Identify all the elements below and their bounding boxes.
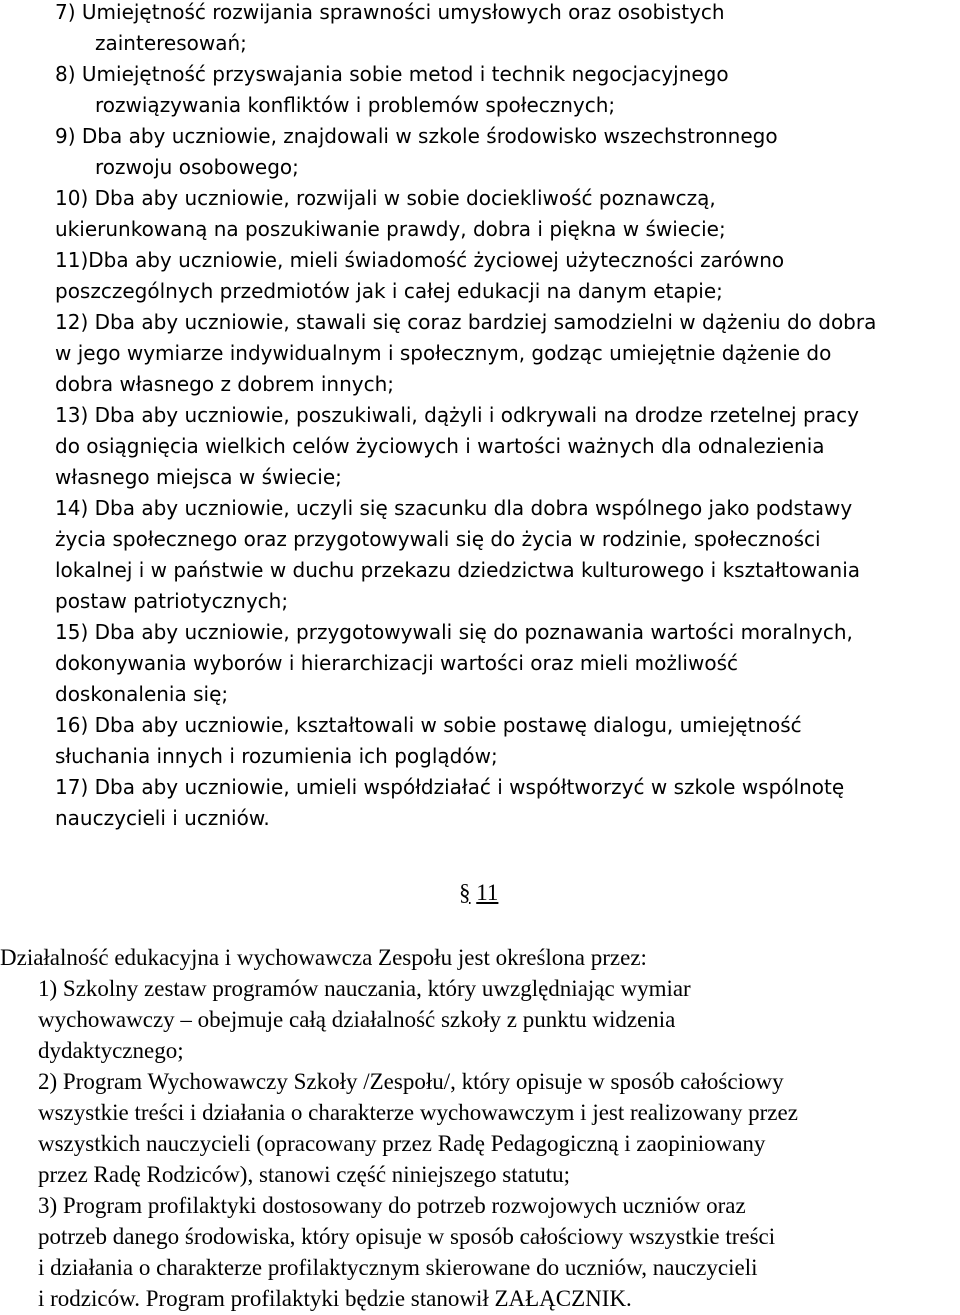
section-mark: § [459, 880, 471, 905]
list-item [0, 307, 958, 400]
lower-list [0, 973, 958, 1314]
list-item [0, 1066, 958, 1190]
item-line: przez Radę Rodziców), stanowi część niniejszego statutu; [38, 1162, 571, 1187]
list-item [0, 710, 958, 772]
item-line: do osiągnięcia wielkich celów życiowych i wartości ważnych dla odnalezienia [55, 434, 825, 458]
item-line: potrzeb danego środowiska, który opisuje w sposób całościowy wszystkie treści [38, 1224, 776, 1249]
section-number: 11 [476, 880, 499, 905]
list-item [0, 245, 958, 307]
item-line: doskonalenia się; [55, 682, 229, 706]
list-item [0, 973, 958, 1066]
item-line: 7) Umiejętność rozwijania sprawności umysłowych oraz osobistych [55, 0, 725, 24]
item-line: i rodziców. Program profilaktyki będzie stanowił ZAŁĄCZNIK. [38, 1286, 632, 1311]
item-line: 9) Dba aby uczniowie, znajdowali w szkole środowisko wszechstronnego [55, 124, 778, 148]
list-item [0, 121, 958, 183]
item-line: lokalnej i w państwie w duchu przekazu dziedzictwa kulturowego i kształtowania [55, 558, 861, 582]
item-line: 8) Umiejętność przyswajania sobie metod i technik negocjacyjnego [55, 62, 729, 86]
item-line: własnego miejsca w świecie; [55, 465, 342, 489]
list-item [0, 493, 958, 617]
list-item [0, 0, 958, 59]
item-line: nauczycieli i uczniów. [55, 806, 270, 830]
section-heading [459, 877, 498, 908]
item-line: 3) Program profilaktyki dostosowany do potrzeb rozwojowych uczniów oraz [38, 1193, 746, 1218]
item-line: 17) Dba aby uczniowie, umieli współdziałać i współtworzyć w szkole wspólnotę [55, 775, 845, 799]
item-line: 1) Szkolny zestaw programów nauczania, który uwzględniając wymiar [38, 976, 691, 1001]
item-line: 2) Program Wychowawczy Szkoły /Zespołu/, który opisuje w sposób całościowy [38, 1069, 784, 1094]
item-line: zainteresowań; [95, 31, 247, 55]
item-line: 13) Dba aby uczniowie, poszukiwali, dążyli i odkrywali na drodze rzetelnej pracy [55, 403, 859, 427]
list-item [0, 183, 958, 245]
item-line: ukierunkowaną na poszukiwanie prawdy, dobra i piękna w świecie; [55, 217, 726, 241]
item-line: poszczególnych przedmiotów jak i całej edukacji na danym etapie; [55, 279, 723, 303]
list-item [0, 772, 958, 834]
item-line: życia społecznego oraz przygotowywali się do życia w rodzinie, społeczności [55, 527, 821, 551]
item-line: i działania o charakterze profilaktycznym skierowane do uczniów, nauczycieli [38, 1255, 758, 1280]
item-line: dydaktycznego; [38, 1038, 184, 1063]
item-line: dokonywania wyborów i hierarchizacji wartości oraz mieli możliwość [55, 651, 738, 675]
item-line: 15) Dba aby uczniowie, przygotowywali się do poznawania wartości moralnych, [55, 620, 853, 644]
item-line: postaw patriotycznych; [55, 589, 289, 613]
intro-line: Działalność edukacyjna i wychowawcza Zespołu jest określona przez: [0, 945, 647, 970]
item-line: wychowawczy – obejmuje całą działalność szkoły z punktu widzenia [38, 1007, 676, 1032]
item-line: wszystkie treści i działania o charakterze wychowawczym i jest realizowany przez [38, 1100, 798, 1125]
item-line: słuchania innych i rozumienia ich poglądów; [55, 744, 498, 768]
list-item [0, 59, 958, 121]
item-line: wszystkich nauczycieli (opracowany przez Radę Pedagogiczną i zaopiniowany [38, 1131, 766, 1156]
list-item [0, 400, 958, 493]
item-line: rozwoju osobowego; [95, 155, 299, 179]
item-line: 10) Dba aby uczniowie, rozwijali w sobie dociekliwość poznawczą, [55, 186, 716, 210]
item-line: 11)Dba aby uczniowie, mieli świadomość życiowej użyteczności zarówno [55, 248, 785, 272]
list-item [0, 1190, 958, 1314]
item-line: w jego wymiarze indywidualnym i społecznym, godząc umiejętnie dążenie do [55, 341, 832, 365]
item-line: dobra własnego z dobrem innych; [55, 372, 395, 396]
item-line: 14) Dba aby uczniowie, uczyli się szacunku dla dobra wspólnego jako podstawy [55, 496, 853, 520]
item-line: 12) Dba aby uczniowie, stawali się coraz bardziej samodzielni w dążeniu do dobra [55, 310, 877, 334]
item-line: rozwiązywania konfliktów i problemów społecznych; [95, 93, 616, 117]
item-line: 16) Dba aby uczniowie, kształtowali w sobie postawę dialogu, umiejętność [55, 713, 802, 737]
list-item [0, 617, 958, 710]
intro-paragraph [0, 942, 958, 973]
